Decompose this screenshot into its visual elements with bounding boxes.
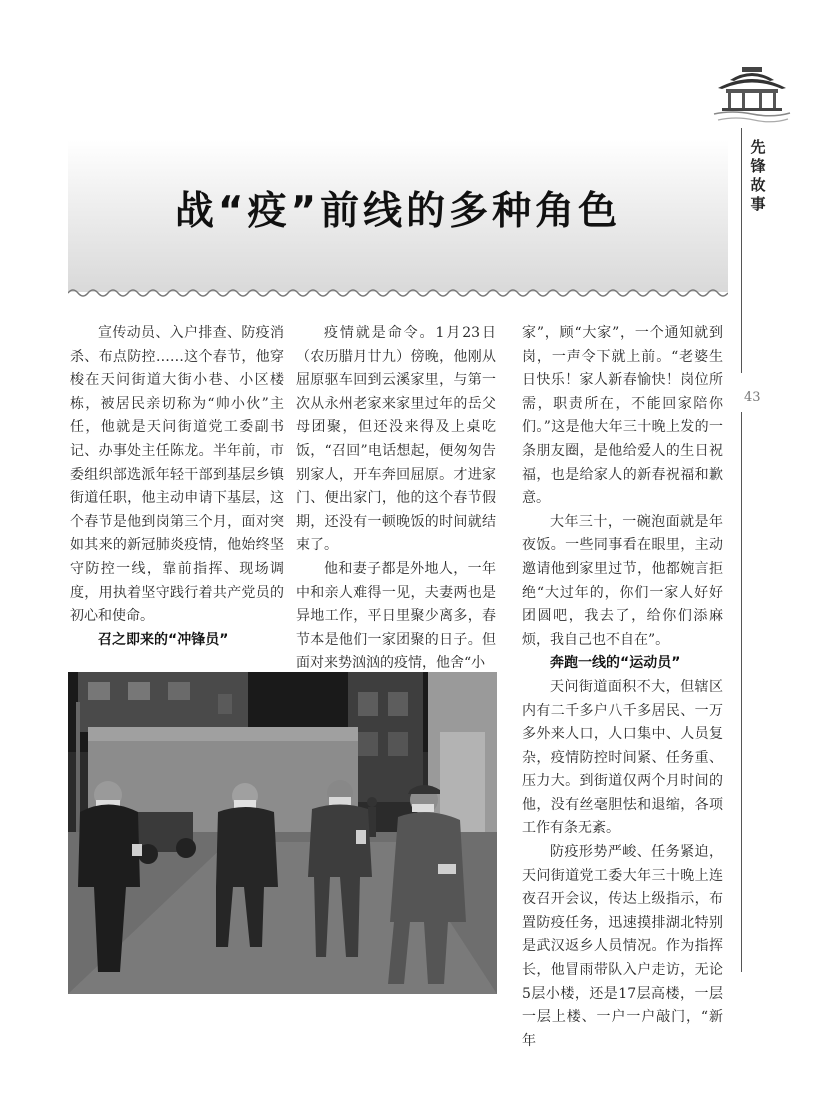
side-divider-top <box>741 128 742 373</box>
paragraph: 家”，顾“大家”，一个通知就到岗，一声令下就上前。“老婆生日快乐！家人新春愉快！岗位所需，职责所在，不能回家陪你们。”这是他大年三十晚上发的一条朋友圈，是他给爱人的生日祝福，也是给家人的新春祝福和歉意。 <box>522 325 723 507</box>
text-column-2 <box>296 322 496 676</box>
page-number: 43 <box>744 390 761 405</box>
paragraph: 疫情就是命令。1月23日（农历腊月廿九）傍晚，他刚从屈原驱车回到云溪家里，与第一次从永州老家来家里过年的岳父母团聚，但还没来得及上桌吃饭，“召回”电话想起，便匆匆告别家人，开车奔回屈原。才进家门、便出家门，他的这个春节假期，还没有一顿晚饭的时间就结束了。 <box>296 325 496 554</box>
side-divider-bottom <box>741 412 742 972</box>
paragraph: 防疫形势严峻、任务紧迫，天问街道党工委大年三十晚上连夜召开会议，传达上级指示，布置防疫任务，迅速摸排湖北特别是武汉返乡人员情况。作为指挥长，他冒雨带队入户走访，无论5层小楼，还是17层高楼，一层一层上楼、一户一户敲门，“新年 <box>522 844 723 1049</box>
section-heading: 召之即来的“冲锋员” <box>98 631 229 648</box>
title-banner <box>68 140 728 292</box>
street-photo <box>68 672 497 994</box>
paragraph: 天问街道面积不大，但辖区内有二千多户八千多居民、一万多外来人口，人口集中、人员复杂，疫情防控时间紧、任务重、压力大。到街道仅两个月时间的他，没有丝毫胆怯和退缩，各项工作有条无紊。 <box>522 678 723 837</box>
article-title: 战“疫”前线的多种角色 <box>174 189 622 234</box>
title-wave-border <box>68 286 728 300</box>
section-heading: 奔跑一线的“运动员” <box>550 655 681 672</box>
paragraph: 他和妻子都是外地人，一年中和亲人难得一见，夫妻两也是异地工作，平日里聚少离多，春节本是他们一家团聚的日子。但面对来势汹汹的疫情，他舍“小 <box>296 560 496 672</box>
text-column-1 <box>70 322 284 652</box>
paragraph: 宣传动员、入户排查、防疫消杀、布点防控……这个春节，他穿梭在天问街道大街小巷、小区楼栋，被居民亲切称为“帅小伙”主任，他就是天问街道党工委副书记、办事处主任陈龙。半年前，市委组织部选派年轻干部到基层乡镇街道任职，他主动申请下基层，这个春节是他到岗第三个月，面对突如其来的新冠肺炎疫情，他始终坚守防控一线，靠前指挥、现场调度，用执着坚守践行着共产党员的初心和使命。 <box>70 325 284 625</box>
text-column-3 <box>522 322 723 1053</box>
pavilion-logo-icon <box>712 58 792 126</box>
section-label: 先锋故事 <box>750 138 766 213</box>
paragraph: 大年三十，一碗泡面就是年夜饭。一些同事看在眼里，主动邀请他到家里过节，他都婉言拒绝“大过年的，你们一家人好好团圆吧，我去了，给你们添麻烦，我自己也不自在”。 <box>522 513 723 648</box>
